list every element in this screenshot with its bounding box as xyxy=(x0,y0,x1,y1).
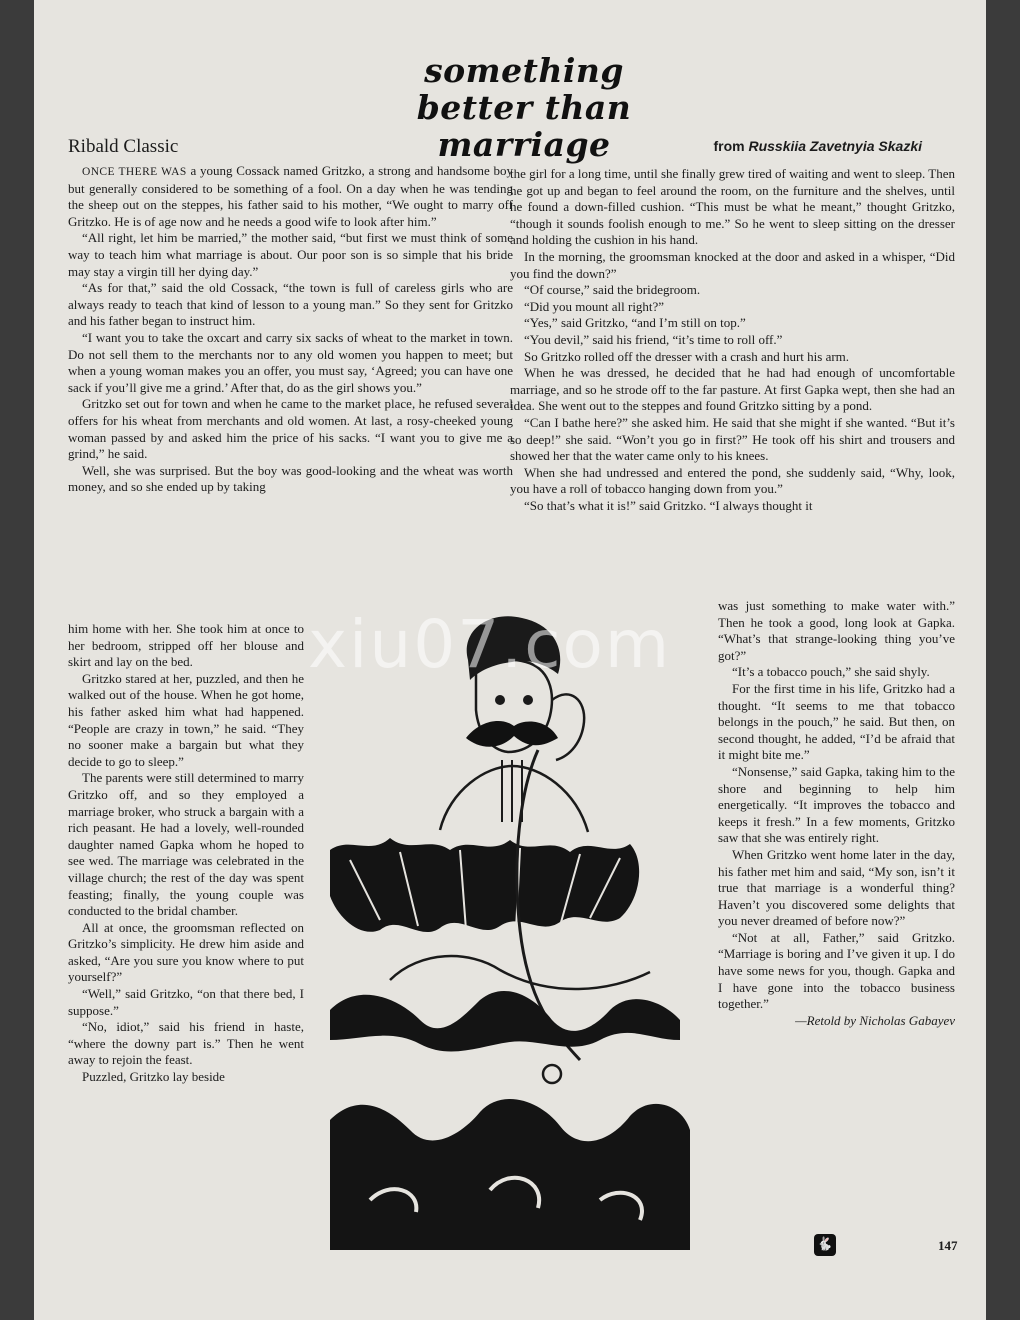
page-number: 147 xyxy=(938,1238,958,1253)
paragraph xyxy=(68,396,513,462)
paragraph xyxy=(510,299,955,316)
paragraph xyxy=(510,166,955,249)
paragraph xyxy=(510,249,955,282)
paragraph xyxy=(68,621,304,671)
paragraph xyxy=(68,671,304,771)
paragraph-text: “All right, let him be married,” the mother said, “but first we must think of some way to teach him what marriage is about. Our poor son is so simple that his bride may stay a virgin till her dying day.” xyxy=(68,230,513,279)
paragraph-text: Gritzko stared at her, puzzled, and then he walked out of the house. When he got home, his father asked him what had happened. “People are crazy in town,” he said. “They no sooner make a bargain but what they decide to go to sleep.” xyxy=(68,670,304,769)
paragraph xyxy=(68,920,304,986)
paragraph xyxy=(510,415,955,465)
paragraph xyxy=(510,332,955,349)
text-column-right-top xyxy=(510,166,955,514)
cossack-eye-right xyxy=(523,695,533,705)
water-waves-top xyxy=(330,991,680,1052)
paragraph-text: “So that’s what it is!” said Gritzko. “I always thought it xyxy=(524,497,813,513)
paragraph-text: “Yes,” said Gritzko, “and I’m still on top.” xyxy=(524,315,746,331)
paragraph-text: “I want you to take the oxcart and carry six sacks of wheat to the market in town. Do not sell them to the merchants nor to any old women you happen to meet; but when a young woman makes you an offer, you must say, ‘Agreed; you can have one sack if you’ll give me a grind.’ After that, do as the girl shows you.” xyxy=(68,329,513,395)
byline xyxy=(718,1013,955,1030)
paragraph xyxy=(68,463,513,496)
title-line-3: marriage xyxy=(437,125,611,164)
paragraph xyxy=(510,465,955,498)
paragraph-text: “You devil,” said his friend, “it’s time to roll off.” xyxy=(524,331,783,347)
paragraph xyxy=(510,365,955,415)
paragraph xyxy=(510,282,955,299)
title-line-1: something xyxy=(424,51,624,90)
cossack-hair xyxy=(467,616,561,680)
paragraph-text: Gritzko set out for town and when he came to the market place, he refused several offers for his wheat from merchants and old women. At last, a rosy-cheeked young woman passed by and asked him the price of his sacks. “I want you to give me a grind,” he said. xyxy=(68,396,513,462)
paragraph-text: For the first time in his life, Gritzko had a thought. “It seems to me that tobacco belongs in the pouch,” he said. But then, on second thought, he added, “I’d be afraid that it might bite me.” xyxy=(718,680,955,763)
paragraph-text: was just something to make water with.” Then he took a good, long look at Gapka. “What’s that strange-looking thing you’ve got?” xyxy=(718,598,955,663)
water-waves-bottom xyxy=(330,1099,690,1250)
paragraph xyxy=(718,930,955,1013)
cossack-eye-left xyxy=(495,695,505,705)
illustration-cossack-and-bride xyxy=(290,600,710,1260)
cossack-shirt xyxy=(440,766,588,832)
paragraph xyxy=(510,315,955,332)
text-column-left-bottom xyxy=(68,621,304,1086)
paragraph-text: When he was dressed, he decided that he had had enough of uncomfortable marriage, and so he strode off to the far pasture. At first Gapka wept, then she had an idea. She went out to the steppes and found Gritzko sitting by a pond. xyxy=(510,365,955,414)
paragraph-text: the girl for a long time, until she finally grew tired of waiting and went to sleep. Then he got up and began to feel around the room, on the furniture and the shelves, until he found a down-filled cushion. “This must be what he meant,” thought Gritzko, “though it sounds foolish enough to me.” So he went to sleep sitting on the dresser and holding the cushion in his hand. xyxy=(510,166,955,248)
article-title xyxy=(354,52,694,163)
paragraph xyxy=(68,163,513,230)
paragraph-text: “Of course,” said the bridegroom. xyxy=(524,282,701,298)
paragraph xyxy=(68,770,304,919)
text-column-right-bottom xyxy=(718,598,955,1029)
paragraph xyxy=(718,598,955,664)
paragraph xyxy=(718,681,955,764)
paragraph-text: When Gritzko went home later in the day, his father met him and said, “My son, isn’t it true that marriage is a wonderful thing? Haven’t you discovered some delights that you never dreamed of before now?” xyxy=(718,846,955,929)
wheat-bundle xyxy=(330,838,639,932)
paragraph xyxy=(68,1069,304,1086)
navel-mark xyxy=(543,1065,561,1083)
paragraph xyxy=(718,664,955,681)
paragraph xyxy=(68,280,513,330)
paragraph-text: —Retold by Nicholas Gabayev xyxy=(795,1012,955,1028)
paragraph-text: “Can I bathe here?” she asked him. He said that she might if she wanted. “But it’s so deep!” she said. “Won’t you go in first?” He took off his shirt and trousers and showed her that the water came only to his knees. xyxy=(510,414,955,464)
paragraph xyxy=(510,498,955,515)
paragraph-text: Well, she was surprised. But the boy was good-looking and the wheat was worth money, and so she ended up by taking xyxy=(68,462,513,495)
source-prefix: from xyxy=(713,138,749,154)
paragraph xyxy=(68,986,304,1019)
paragraph-text: The parents were still determined to marry Gritzko off, and so they employed a marriage broker, who struck a bargain with a rich peasant. He had a lovely, well-rounded daughter named Gapka whom he hoped to see wed. The marriage was celebrated in the village church; the rest of the day was spent feasting; finally, the young couple was conducted to the bridal chamber. xyxy=(68,770,304,919)
paragraph-text: “Did you mount all right?” xyxy=(524,298,665,314)
bride-body xyxy=(390,956,650,989)
paragraph-text: Puzzled, Gritzko lay beside xyxy=(82,1069,225,1085)
shirt-collar xyxy=(502,760,522,822)
paragraph-text: a young Cossack named Gritzko, a strong and handsome boy but generally considered to be something of a fool. On a day when he was tending the sheep out on the steppes, his father said to his mother, “We ought to marry off Gritzko. He is of age now and he needs a good wife to look after him.” xyxy=(68,163,513,229)
paragraph-text: “Well,” said Gritzko, “on that there bed, I suppose.” xyxy=(68,986,304,1018)
paragraph-text: him home with her. She took him at once to her bedroom, stripped off her blouse and skirt and lay on the bed. xyxy=(68,621,304,670)
section-kicker: Ribald Classic xyxy=(68,136,179,157)
playboy-rabbit-icon: 🐇 xyxy=(814,1234,836,1256)
paragraph xyxy=(68,230,513,280)
title-line-2: better than xyxy=(416,88,632,127)
paragraph-text: “No, idiot,” said his friend in haste, “where the downy part is.” Then he went away to rejoin the feast. xyxy=(68,1019,304,1068)
paragraph xyxy=(68,330,513,396)
paragraph-text: “Not at all, Father,” said Gritzko. “Marriage is boring and I’ve given it up. I do have some news for you, though. Gapka and I have gone into the tobacco business together.” xyxy=(718,929,955,1012)
paragraph xyxy=(68,1019,304,1069)
drop-lead-small-caps: ONCE THERE WAS xyxy=(82,166,187,178)
paragraph xyxy=(718,847,955,930)
paragraph-text: “Nonsense,” said Gapka, taking him to the shore and beginning to help him energetically. “It improves the tobacco and keeps it fresh.” In a few moments, Gritzko saw that she was entirely right. xyxy=(718,763,955,846)
paragraph-text: All at once, the groomsman reflected on Gritzko’s simplicity. He drew him aside and asked, “Are you sure you know where to put yourself?” xyxy=(68,919,304,985)
article-source xyxy=(713,138,922,154)
paragraph xyxy=(510,349,955,366)
source-title: Russkiia Zavetnyia Skazki xyxy=(748,138,922,154)
paragraph-text: When she had undressed and entered the pond, she suddenly said, “Why, look, you have a roll of tobacco hanging down from you.” xyxy=(510,464,955,497)
paragraph xyxy=(718,764,955,847)
cossack-hand xyxy=(552,694,584,760)
watermark-text: xiu07.com xyxy=(308,606,672,683)
paragraph-text: “As for that,” said the old Cossack, “the town is full of careless girls who are always ready to teach that kind of lesson to a young man.” So they sent for Gritzko and his father began to instruct him. xyxy=(68,280,513,329)
paragraph-text: So Gritzko rolled off the dresser with a crash and hurt his arm. xyxy=(524,348,850,364)
paragraph-text: “It’s a tobacco pouch,” she said shyly. xyxy=(732,664,930,680)
paragraph-text: In the morning, the groomsman knocked at the door and asked in a whisper, “Did you find the down?” xyxy=(510,248,955,281)
magazine-page xyxy=(34,0,986,1320)
text-column-left-top xyxy=(68,163,513,496)
